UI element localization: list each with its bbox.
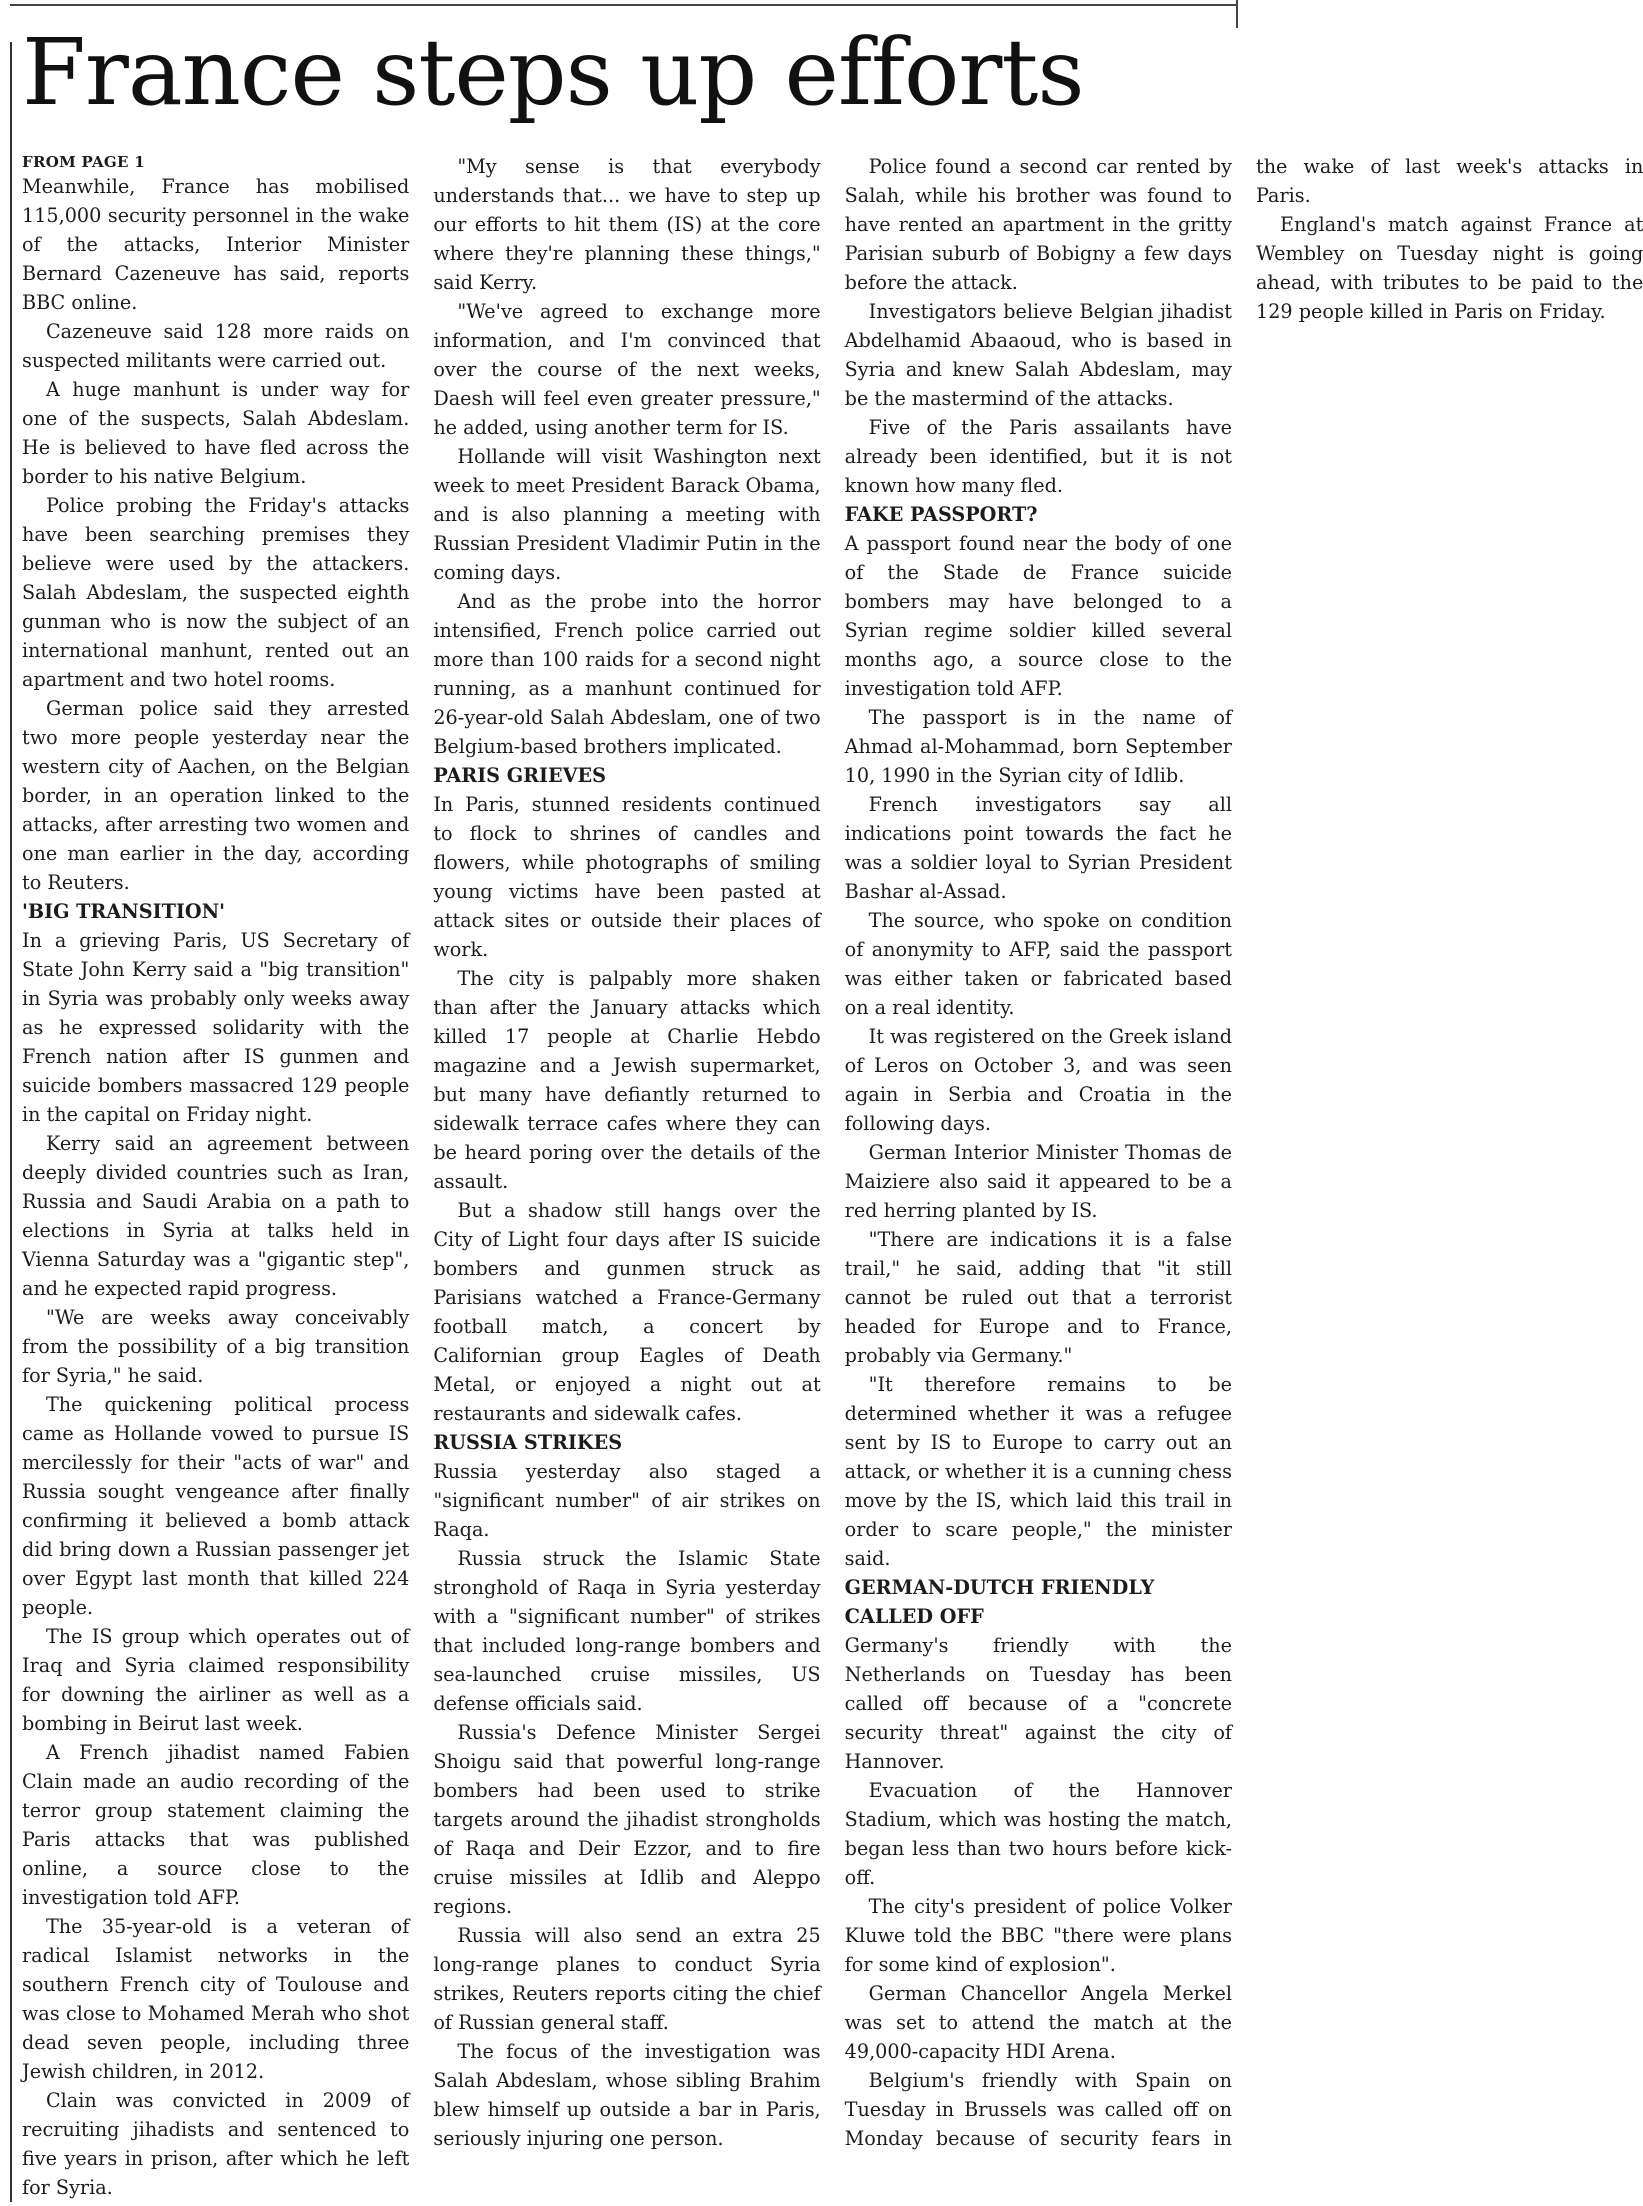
- article-paragraph: The 35-year-old is a veteran of radical Islamist networks in the southern French city of Toulouse and was close to Mohamed Merah who shot dead seven people, including three Jewish children, in 2012.: [22, 1915, 410, 2083]
- article-paragraph: But a shadow still hangs over the City of Light four days after IS suicide bombers and gunmen struck as Parisians watched a France-Germany football match, a concert by Californian group Eagles of Death Metal, or enjoyed a night out at restaurants and sidewalk cafes.: [433, 1199, 821, 1425]
- article-paragraph: Clain was convicted in 2009 of recruiting jihadists and sentenced to five years in prison, after which he left for Syria.: [22, 2089, 410, 2199]
- article-paragraph: "It therefore remains to be determined whether it was a refugee sent by IS to Europe to carry out an attack, or whether it is a cunning chess move by the IS, which laid this trail in order to scare people," the minister said.: [844, 1373, 1232, 1570]
- article-paragraph: In Paris, stunned residents continued to flock to shrines of candles and flowers, while photographs of smiling young victims have been pasted at attack sites or outside their places of work.: [433, 793, 821, 961]
- article-paragraph: The quickening political process came as Hollande vowed to pursue IS mercilessly for their "acts of war" and Russia sought vengeance after finally confirming it believed a bomb attack did bring down a Russian passenger jet over Egypt last month that killed 224 people.: [22, 1393, 410, 1619]
- article-paragraph: Russia will also send an extra 25 long-range planes to conduct Syria strikes, Reuters reports citing the chief of Russian general staff.: [433, 1924, 821, 2034]
- article-paragraph: Russia struck the Islamic State stronghold of Raqa in Syria yesterday with a "significant number" of strikes that included long-range bombers and sea-launched cruise missiles, US defense officials said.: [433, 1547, 821, 1715]
- section-subhead: RUSSIA STRIKES: [433, 1431, 623, 1454]
- article-paragraph: Cazeneuve said 128 more raids on suspected militants were carried out.: [22, 320, 410, 372]
- article-paragraph: "We are weeks away conceivably from the possibility of a big transition for Syria," he said.: [22, 1306, 410, 1387]
- article-paragraph: Germany's friendly with the Netherlands on Tuesday has been called off because of a "concrete security threat" against the city of Hannover.: [844, 1634, 1232, 1773]
- article-paragraph: The source, who spoke on condition of anonymity to AFP, said the passport was either taken or fabricated based on a real identity.: [844, 909, 1232, 1019]
- article-paragraph: German Chancellor Angela Merkel was set to attend the match at the 49,000-capacity HDI Arena.: [844, 1982, 1232, 2063]
- corner-rule: [1236, 0, 1238, 28]
- article-paragraph: The focus of the investigation was Salah Abdeslam, whose sibling Brahim blew himself up outside a bar in Paris, seriously injuring one person.: [433, 2040, 821, 2150]
- article-paragraph: Kerry said an agreement between deeply divided countries such as Iran, Russia and Saudi Arabia on a path to elections in Syria at talks held in Vienna Saturday was a "gigantic step", and he expected rapid progress.: [22, 1132, 410, 1300]
- article-paragraph: Evacuation of the Hannover Stadium, which was hosting the match, began less than two hours before kick-off.: [844, 1779, 1232, 1889]
- article-paragraph: The IS group which operates out of Iraq and Syria claimed responsibility for downing the airliner as well as a bombing in Beirut last week.: [22, 1625, 410, 1735]
- article-paragraph: German Interior Minister Thomas de Maiziere also said it appeared to be a red herring planted by IS.: [844, 1141, 1232, 1222]
- article-body: [22, 152, 1643, 2202]
- article-paragraph: Hollande will visit Washington next week to meet President Barack Obama, and is also planning a meeting with Russian President Vladimir Putin in the coming days.: [433, 445, 821, 584]
- article-paragraph: Belgium's friendly with Spain on Tuesday in Brussels was called off on Monday because of security fears in the wake of last week's attacks in Paris.: [844, 155, 1643, 2150]
- section-subhead: PARIS GRIEVES: [433, 764, 607, 787]
- article-paragraph: French investigators say all indications point towards the fact he was a soldier loyal to Syrian President Bashar al-Assad.: [844, 793, 1232, 903]
- kicker: FROM PAGE 1: [22, 153, 146, 171]
- article-paragraph: It was registered on the Greek island of Leros on October 3, and was seen again in Serbia and Croatia in the following days.: [844, 1025, 1232, 1135]
- column-border: [10, 42, 12, 2202]
- article-paragraph: And as the probe into the horror intensified, French police carried out more than 100 raids for a second night running, as a manhunt continued for 26-year-old Salah Abdeslam, one of two Belgium-based brothers implicated.: [433, 590, 821, 758]
- article-paragraph: In a grieving Paris, US Secretary of State John Kerry said a "big transition" in Syria was probably only weeks away as he expressed solidarity with the French nation after IS gunmen and suicide bombers massacred 129 people in the capital on Friday night.: [22, 929, 410, 1126]
- article-paragraph: Police probing the Friday's attacks have been searching premises they believe were used by the attackers. Salah Abdeslam, the suspected eighth gunman who is now the subject of an international manhunt, rented out an apartment and two hotel rooms.: [22, 494, 410, 691]
- article-paragraph: A French jihadist named Fabien Clain made an audio recording of the terror group statement claiming the Paris attacks that was published online, a source close to the investigation told AFP.: [22, 1741, 410, 1909]
- top-rule: [10, 4, 1236, 6]
- article-paragraph: A passport found near the body of one of the Stade de France suicide bombers may have belonged to a Syrian regime soldier killed several months ago, a source close to the investigation told AFP.: [844, 532, 1232, 700]
- section-subhead: 'BIG TRANSITION': [22, 900, 225, 923]
- section-subhead: GERMAN-DUTCH FRIENDLY CALLED OFF: [844, 1576, 1155, 1628]
- article-paragraph: German police said they arrested two more people yesterday near the western city of Aachen, on the Belgian border, in an operation linked to the attacks, after arresting two women and one man earlier in the day, according to Reuters.: [22, 697, 410, 894]
- article-paragraph: England's match against France at Wembley on Tuesday night is going ahead, with tributes to be paid to the 129 people killed in Paris on Friday.: [1255, 213, 1643, 323]
- article-paragraph: "There are indications it is a false trail," he said, adding that "it still cannot be ruled out that a terrorist headed for Europe and to France, probably via Germany.": [844, 1228, 1232, 1367]
- article-paragraph: A huge manhunt is under way for one of the suspects, Salah Abdeslam. He is believed to have fled across the border to his native Belgium.: [22, 378, 410, 488]
- article-paragraph: The city's president of police Volker Kluwe told the BBC "there were plans for some kind of explosion".: [844, 1895, 1232, 1976]
- article-paragraph: Five of the Paris assailants have already been identified, but it is not known how many fled.: [844, 416, 1232, 497]
- article-paragraph: "We've agreed to exchange more information, and I'm convinced that over the course of the next weeks, Daesh will feel even greater pressure," he added, using another term for IS.: [433, 300, 821, 439]
- headline: France steps up efforts: [22, 19, 1084, 126]
- article-paragraph: "My sense is that everybody understands that... we have to step up our efforts to hit them (IS) at the core where they're planning these things," said Kerry.: [433, 155, 821, 294]
- article-paragraph: Police found a second car rented by Salah, while his brother was found to have rented an apartment in the gritty Parisian suburb of Bobigny a few days before the attack.: [844, 155, 1232, 294]
- article-paragraph: Meanwhile, France has mobilised 115,000 security personnel in the wake of the attacks, Interior Minister Bernard Cazeneuve has said, reports BBC online.: [22, 175, 410, 314]
- article-paragraph: The passport is in the name of Ahmad al-Mohammad, born September 10, 1990 in the Syrian city of Idlib.: [844, 706, 1232, 787]
- article-paragraph: Russia yesterday also staged a "significant number" of air strikes on Raqa.: [433, 1460, 821, 1541]
- article-paragraph: Russia's Defence Minister Sergei Shoigu said that powerful long-range bombers had been used to strike targets around the jihadist strongholds of Raqa and Deir Ezzor, and to fire cruise missiles at Idlib and Aleppo regions.: [433, 1721, 821, 1918]
- article-paragraph: The city is palpably more shaken than after the January attacks which killed 17 people at Charlie Hebdo magazine and a Jewish supermarket, but many have defiantly returned to sidewalk terrace cafes where they can be heard poring over the details of the assault.: [433, 967, 821, 1193]
- section-subhead: FAKE PASSPORT?: [844, 503, 1038, 526]
- article-paragraph: Investigators believe Belgian jihadist Abdelhamid Abaaoud, who is based in Syria and knew Salah Abdeslam, may be the mastermind of the attacks.: [844, 300, 1232, 410]
